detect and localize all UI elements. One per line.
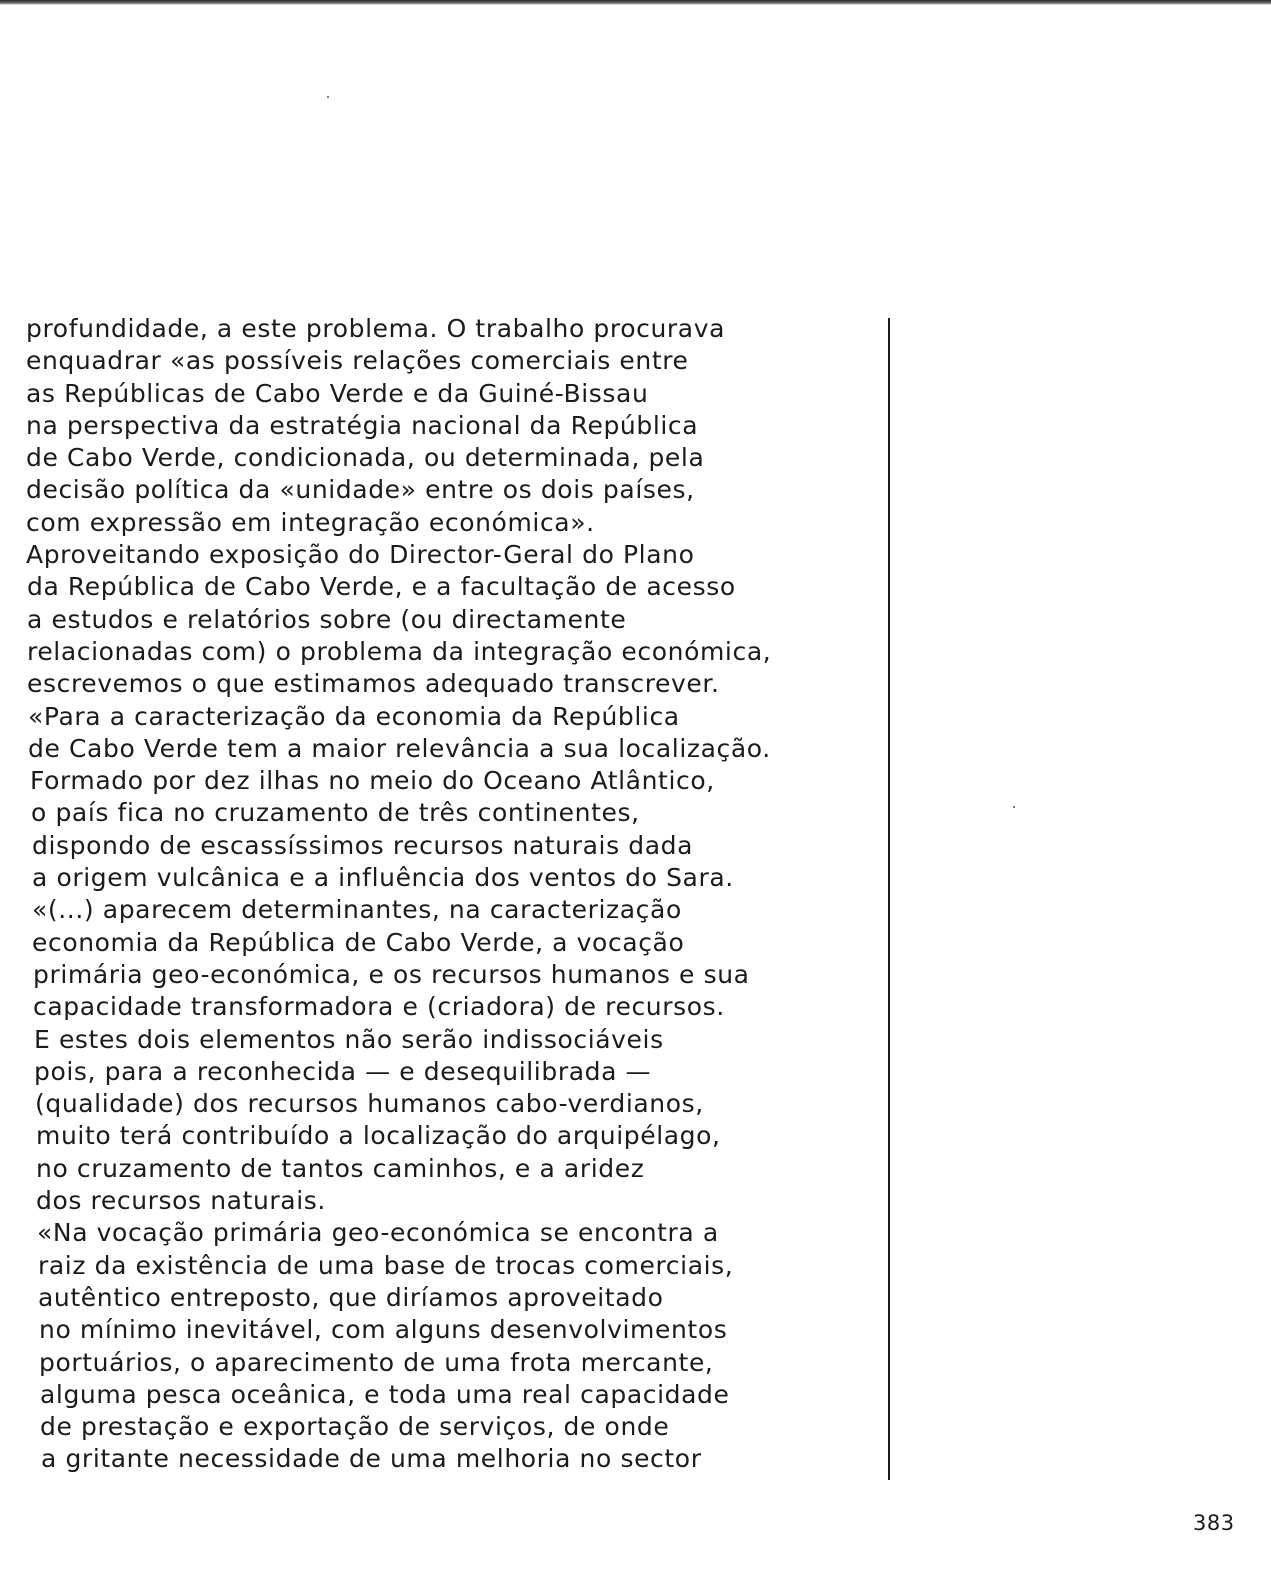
text-line: economia da República de Cabo Verde, a vocação	[32, 927, 685, 957]
text-line: de prestação e exportação de serviços, de onde	[40, 1412, 670, 1442]
text-line: muito terá contribuído a localização do arquipélago,	[36, 1121, 721, 1151]
text-line: «Na vocação primária geo-económica se encontra a	[37, 1218, 719, 1248]
text-line: «(...) aparecem determinantes, na caracterização	[32, 895, 682, 925]
text-line: raiz da existência de uma base de trocas comerciais,	[38, 1250, 734, 1280]
scan-speck	[327, 96, 329, 98]
body-text	[26, 313, 886, 1476]
text-line: capacidade transformadora e (criadora) de recursos.	[33, 992, 725, 1022]
text-line: E estes dois elementos não serão indissociáveis	[34, 1024, 664, 1054]
text-line: a estudos e relatórios sobre (ou directamente	[27, 604, 627, 634]
margin-rule	[888, 318, 890, 1480]
text-line: (qualidade) dos recursos humanos cabo-verdianos,	[35, 1089, 704, 1119]
text-line: o país fica no cruzamento de três continentes,	[31, 798, 640, 828]
text-line: decisão política da «unidade» entre os dois países,	[26, 475, 695, 505]
text-line: autêntico entreposto, que diríamos aproveitado	[38, 1282, 664, 1312]
text-line: no mínimo inevitável, com alguns desenvolvimentos	[39, 1315, 728, 1345]
text-line: de Cabo Verde, condicionada, ou determinada, pela	[26, 443, 705, 473]
text-line: pois, para a reconhecida — e desequilibrada —	[34, 1056, 652, 1086]
text-line: enquadrar «as possíveis relações comerciais entre	[26, 346, 689, 376]
text-line: alguma pesca oceânica, e toda uma real capacidade	[40, 1379, 730, 1409]
text-line: Aproveitando exposição do Director-Geral do Plano	[26, 540, 695, 570]
page-number: 383	[1193, 1511, 1235, 1535]
text-line: relacionadas com) o problema da integração económica,	[27, 636, 772, 666]
text-line: escrevemos o que estimamos adequado transcrever.	[27, 669, 720, 699]
text-line: profundidade, a este problema. O trabalho procurava	[26, 314, 726, 343]
scan-top-edge	[0, 0, 1271, 5]
text-line: primária geo-económica, e os recursos humanos e sua	[33, 959, 750, 989]
text-line: dos recursos naturais.	[36, 1186, 326, 1216]
text-line: dispondo de escassíssimos recursos naturais dada	[32, 830, 694, 860]
text-line: de Cabo Verde tem a maior relevância a sua localização.	[28, 733, 771, 763]
text-line: Formado por dez ilhas no meio do Oceano Atlântico,	[30, 766, 715, 796]
scan-speck	[1013, 806, 1015, 808]
text-line: a origem vulcânica e a influência dos ventos do Sara.	[32, 863, 734, 893]
text-line: portuários, o aparecimento de uma frota mercante,	[39, 1347, 714, 1377]
text-line: «Para a caracterização da economia da República	[28, 701, 680, 731]
text-line: as Repúblicas de Cabo Verde e da Guiné-Bissau	[26, 378, 649, 408]
text-line: no cruzamento de tantos caminhos, e a aridez	[36, 1153, 645, 1183]
text-line: a gritante necessidade de uma melhoria no sector	[41, 1444, 702, 1474]
text-line: da República de Cabo Verde, e a facultação de acesso	[27, 572, 736, 602]
text-line: com expressão em integração económica».	[26, 507, 595, 537]
text-line: na perspectiva da estratégia nacional da República	[26, 410, 699, 440]
